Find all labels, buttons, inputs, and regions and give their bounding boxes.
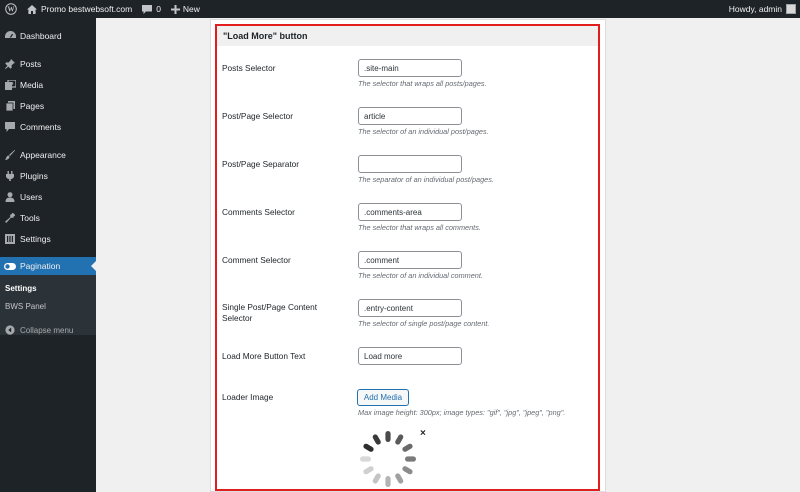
collapse-menu-label: Collapse menu xyxy=(20,325,74,335)
site-name-link[interactable] xyxy=(22,0,137,18)
plus-icon xyxy=(171,5,180,14)
pages-icon xyxy=(0,101,20,111)
my-account-link[interactable] xyxy=(724,0,800,18)
users-icon xyxy=(0,192,20,202)
toggle-icon xyxy=(0,263,20,270)
posts-selector-description: The selector that wraps all posts/pages. xyxy=(358,79,487,88)
comment-selector-label: Comment Selector xyxy=(222,255,291,265)
comment-icon xyxy=(0,122,20,132)
single-content-selector-input[interactable]: .entry-content xyxy=(358,299,462,317)
site-name: Promo bestwebsoft.com xyxy=(41,4,133,14)
post-page-selector-description: The selector of an individual post/pages. xyxy=(358,127,489,136)
admin-bar xyxy=(0,0,800,18)
sidebar-item-label: Posts xyxy=(20,59,42,69)
post-page-separator-label: Post/Page Separator xyxy=(222,159,300,169)
comment-bubble-icon xyxy=(142,5,152,14)
sidebar-item-label: Comments xyxy=(20,122,62,132)
post-page-separator-input[interactable] xyxy=(358,155,462,173)
sidebar-item-label: Dashboard xyxy=(20,31,62,41)
sidebar-item-comments[interactable] xyxy=(0,118,96,136)
wordpress-logo-icon[interactable] xyxy=(0,0,22,18)
collapse-arrow-icon xyxy=(0,325,20,335)
sidebar-item-label: Pages xyxy=(20,101,45,111)
comments-count: 0 xyxy=(156,4,161,14)
remove-image-icon[interactable]: × xyxy=(420,428,426,439)
sidebar-item-plugins[interactable] xyxy=(0,167,96,185)
posts-selector-label: Posts Selector xyxy=(222,63,276,73)
submenu-item-settings[interactable]: Settings xyxy=(5,284,37,293)
post-page-selector-label: Post/Page Selector xyxy=(222,111,294,121)
sidebar-item-settings[interactable] xyxy=(0,230,96,248)
sidebar-item-label: Settings xyxy=(20,234,51,244)
sidebar-item-label: Plugins xyxy=(20,171,48,181)
loader-image-label: Loader Image xyxy=(222,392,274,402)
media-icon xyxy=(0,80,20,90)
posts-selector-input[interactable]: .site-main xyxy=(358,59,462,77)
sidebar-item-pagination[interactable] xyxy=(0,257,96,275)
sidebar-item-label: Media xyxy=(20,80,44,90)
post-page-separator-description: The separator of an individual post/pages. xyxy=(358,175,494,184)
brush-icon xyxy=(0,150,20,160)
single-content-selector-label: Single Post/Page Content Selector xyxy=(222,302,318,323)
settings-icon xyxy=(0,234,20,244)
sidebar-item-label: Tools xyxy=(20,213,40,223)
load-more-text-input[interactable]: Load more xyxy=(358,347,462,365)
section-title: "Load More" button xyxy=(217,26,598,46)
sidebar-item-media[interactable] xyxy=(0,76,96,94)
loader-image-description: Max image height: 300px; image types: "gif", "jpg", "jpeg", "png". xyxy=(358,408,566,417)
sidebar-item-label: Pagination xyxy=(20,261,61,271)
new-label: New xyxy=(182,4,200,14)
home-icon xyxy=(27,5,37,14)
post-page-selector-input[interactable]: article xyxy=(358,107,462,125)
sidebar-item-appearance[interactable] xyxy=(0,146,96,164)
comments-link[interactable] xyxy=(137,0,166,18)
svg-text:W: W xyxy=(7,5,15,14)
collapse-menu-button[interactable] xyxy=(0,321,96,339)
loader-spinner-image xyxy=(356,427,420,491)
admin-sidebar xyxy=(0,18,96,492)
comments-selector-input[interactable]: .comments-area xyxy=(358,203,462,221)
wrench-icon xyxy=(0,213,20,223)
avatar xyxy=(786,4,796,14)
sidebar-item-users[interactable] xyxy=(0,188,96,206)
add-media-button[interactable]: Add Media xyxy=(357,389,409,406)
comment-selector-description: The selector of an individual comment. xyxy=(358,271,483,280)
sidebar-item-label: Users xyxy=(20,192,43,202)
sidebar-item-dashboard[interactable] xyxy=(0,27,96,45)
sidebar-item-tools[interactable] xyxy=(0,209,96,227)
howdy-text: Howdy, admin xyxy=(728,4,782,14)
dashboard-icon xyxy=(0,31,20,41)
load-more-text-label: Load More Button Text xyxy=(222,351,306,361)
comments-selector-description: The selector that wraps all comments. xyxy=(358,223,481,232)
new-content-link[interactable] xyxy=(166,0,205,18)
pin-icon xyxy=(0,59,20,69)
submenu-item-bws-panel[interactable]: BWS Panel xyxy=(5,302,46,311)
plugin-icon xyxy=(0,171,20,181)
sidebar-item-pages[interactable] xyxy=(0,97,96,115)
single-content-selector-description: The selector of single post/page content. xyxy=(358,319,490,328)
sidebar-item-label: Appearance xyxy=(20,150,66,160)
comments-selector-label: Comments Selector xyxy=(222,207,295,217)
comment-selector-input[interactable]: .comment xyxy=(358,251,462,269)
sidebar-item-posts[interactable] xyxy=(0,55,96,73)
